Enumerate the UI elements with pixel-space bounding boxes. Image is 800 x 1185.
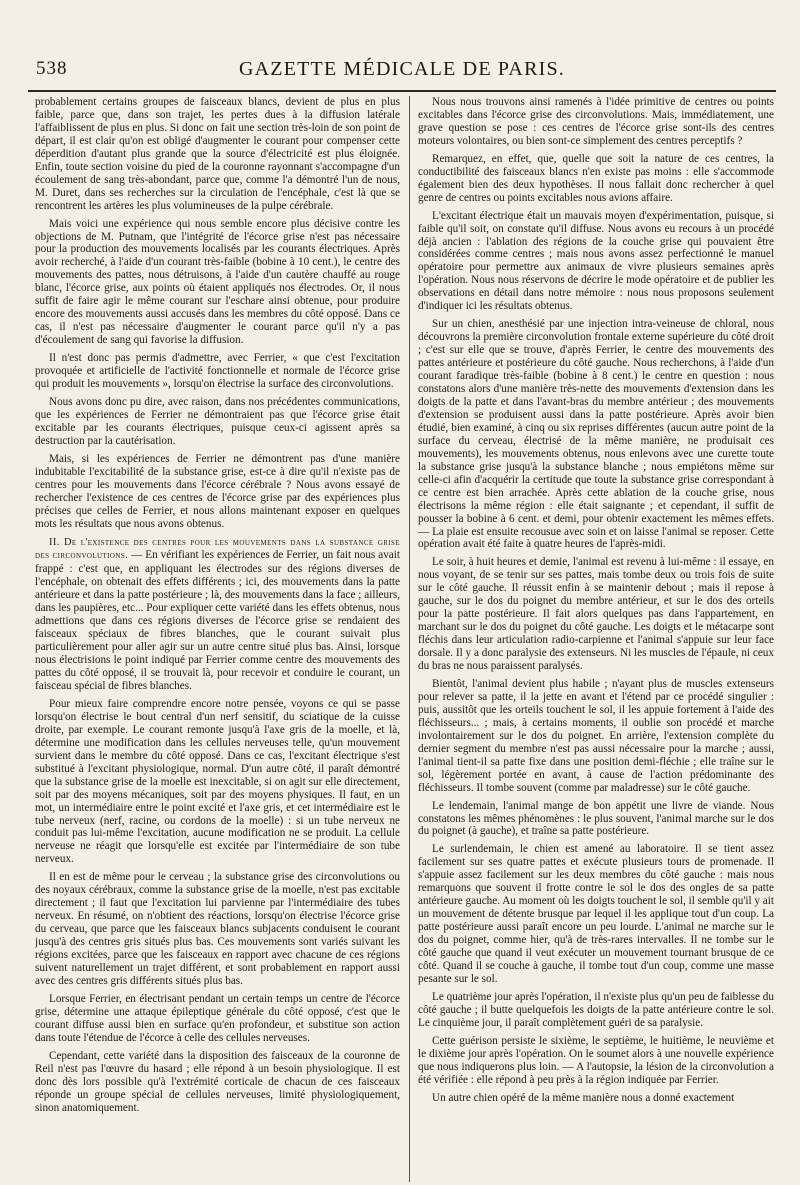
section-heading-paragraph	[35, 536, 400, 693]
paragraph: Le lendemain, l'animal mange de bon appétit une livre de viande. Nous constatons les mêmes phénomènes : le plus souvent, l'animal marche sur le dos du poignet (à gauche), et traîne sa patte postérieure.	[418, 799, 774, 838]
paragraph: Le soir, à huit heures et demie, l'animal est revenu à lui-même : il essaye, en nous voyant, de se tenir sur ses pattes, mais tombe deux ou trois fois de suite sur le côté gauche. Il réussit enfin à se maintenir debout ; mais il repose à gauche, sur le dos du poignet du membre antérieur, et sur le dos des orteils pour la patte postérieure. Il fait alors quelques pas dans l'appartement, en marchant sur le dos du poignet du côté gauche. Les doigts et le métacarpe sont fléchis dans leur articulation radio-carpienne et l'animal s'appuie sur leur face dorsale. Il y a donc paralysie des extenseurs. Ni les muscles de l'épaule, ni ceux du bras ne nous paraissent paralysés.	[418, 556, 774, 673]
paragraph: Cependant, cette variété dans la disposition des faisceaux de la couronne de Reil n'est pas l'œuvre du hasard ; elle répond à un besoin physiologique. Il est donc dès lors possible qu'à l'extrémité corticale de chacun de ces faisceaux réponde un groupe spécial de cellules nerveuses, limité physiologiquement, sinon anatomiquement.	[35, 1049, 400, 1114]
page-number: 538	[36, 58, 68, 79]
left-column	[35, 96, 400, 1182]
paragraph: Nous nous trouvons ainsi ramenés à l'idée primitive de centres ou points excitables dans l'écorce grise des circonvolutions. Mais, immédiatement, une grave question se pose : ces centres de l'écorce grise sont-ils des centres moteurs volontaires, ou bien sont-ce simplement des centres perceptifs ?	[418, 96, 774, 147]
paragraph: Lorsque Ferrier, en électrisant pendant un certain temps un centre de l'écorce grise, détermine une attaque épileptique générale du côté opposé, c'est que le courant diffuse aussi bien en surface qu'en profondeur, et substitue son action dans toute l'étendue de l'écorce à celle des cellules nerveuses.	[35, 992, 400, 1044]
right-column	[418, 96, 774, 1182]
paragraph: Il en est de même pour le cerveau ; la substance grise des circonvolutions ou des noyaux cérébraux, comme la substance grise de la moelle, n'est pas excitable directement ; il faut que l'excitation lui parvienne par l'intermédiaire des tubes nerveux. En résumé, on n'obtient des réactions, lorsqu'on électrise l'écorce grise du cerveau, que parce que les faisceaux blancs subjacents conduisent le courant jusqu'à des centres gris situés plus bas. Ces mouvements sont variés suivant les régions excitées, parce que les faisceaux en rapport avec chacune de ces régions suivent naturellement un trajet différent, et sont probablement en rapport aussi avec des centres gris différents situés plus bas.	[35, 871, 400, 987]
paragraph: Mais voici une expérience qui nous semble encore plus décisive contre les objections de M. Putnam, que l'intégrité de l'écorce grise n'est pas nécessaire pour la production des mouvements localisés par les courants électriques. Après avoir recherché, à l'aide d'un courant très-faible (bobine à 10 cent.), le centre des mouvements des pattes, nous détruisons, à l'aide d'un cautère chauffé au rouge blanc, l'écorce grise, aux points où étaient appliqués nos électrodes. Or, il nous suffit de faire agir le même courant sur l'eschare ainsi obtenue, pour produire encore des mouvements aussi accusés dans les membres du côté opposé. Dans ce cas, il n'est pas nécessaire d'augmenter le courant parce qu'il n'y a pas d'écoulement de sang qui favorise la diffusion.	[35, 217, 400, 347]
section-body-text: — En vérifiant les expériences de Ferrier, un fait nous avait frappé : c'est que, en appliquant les électrodes sur des régions diverses de l'encéphale, on obtenait des effets différents ; ici, des mouvements dans la patte antérieure et dans la patte postérieure ; là, des mouvements dans la face ; ailleurs, dans les paupières, etc... Pour expliquer cette variété dans les effets obtenus, nous admettions que dans ces régions diverses de l'écorce grise se rendaient des faisceaux spéciaux de fibres blanches, que le courant suivait plus particulièrement pour aller agir sur un autre centre situé plus bas. Ainsi, lorsque nous électrisions le point indiqué par Ferrier comme centre des mouvements des pattes du côté opposé, il se trouvait là, pour recevoir et conduire le courant, un faisceau spécial de fibres blanches.	[35, 549, 400, 692]
paragraph: Pour mieux faire comprendre encore notre pensée, voyons ce qui se passe lorsqu'on électrise le bout central d'un nerf sensitif, du sciatique de la cuisse droite, par exemple. Le courant remonte jusqu'à l'axe gris de la moelle, et là, détermine une modification dans les cellules nerveuses telle, qu'un mouvement survient dans le membre du côté opposé. Dans ce cas, l'excitant électrique s'est substitué à l'excitant physiologique, normal. D'un autre côté, il paraît démontré que la substance grise de la moelle est inexcitable, si on agit sur elle directement, soit par des moyens mécaniques, soit par des moyens physiques. Il faut, en un mot, un intermédiaire entre le point excité et l'axe gris, et cet intermédiaire est le tube nerveux (nerf, racine, ou cordons de la moelle) : si un tube nerveux ne conduit pas lui-même l'excitation, aucune modification ne se produit. La cellule nerveuse ne réagit que lorsqu'elle est excitée par l'intermédiaire de son tube nerveux.	[35, 697, 400, 866]
paragraph: Le quatrième jour après l'opération, il n'existe plus qu'un peu de faiblesse du côté gauche ; il butte quelquefois les doigts de la patte antérieure contre le sol. Le cinquième jour, il paraît complètement guéri de sa paralysie.	[418, 990, 774, 1029]
paragraph: Il n'est donc pas permis d'admettre, avec Ferrier, « que c'est l'excitation provoquée et artificielle de l'activité fonctionnelle et normale de l'écorce grise qui produit les mouvements », lorsqu'on électrise la surface des circonvolutions.	[35, 352, 400, 391]
paragraph: probablement certains groupes de faisceaux blancs, devient de plus en plus faible, parce que, dans son trajet, les pertes dues à la diffusion latérale l'affaiblissent de plus en plus. Si donc on fait une section très-loin de son point de départ, il est clair qu'on est obligé d'augmenter le courant pour compenser cette déperdition d'autant plus grande que la source d'électricité est plus éloignée. Enfin, toute section voisine du pied de la couronne rayonnant s'accompagne d'un écoulement de sang très-abondant, parce que, comme l'a démontré l'un de nous, M. Duret, dans ses recherches sur la circulation de l'encéphale, c'est là que se rencontrent les artères les plus volumineuses de la pulpe cérébrale.	[35, 96, 400, 212]
paragraph: Remarquez, en effet, que, quelle que soit la nature de ces centres, la conductibilité des faisceaux blancs n'en existe pas moins : elle s'accommode également bien des deux hypothèses. Il nous fallait donc rechercher à quel genre de centres ou points excitables nous avions affaire.	[418, 152, 774, 204]
paragraph: Nous avons donc pu dire, avec raison, dans nos précédentes communications, que les expériences de Ferrier ne démontraient pas que l'écorce grise était excitable par les courants électriques, puisque ceux-ci agissent après sa destruction par la cautérisation.	[35, 395, 400, 447]
header-rule	[28, 90, 776, 92]
paragraph: Bientôt, l'animal devient plus habile ; n'ayant plus de muscles extenseurs pour relever sa patte, il la jette en avant et l'étend par ce procédé singulier : puis, aussitôt que les orteils touchent le sol, il les appuie fortement à l'aide des fléchisseurs... ; mais, à certains moments, il oublie son procédé et marche involontairement sur le dos du poignet. En arrière, l'extension complète du dernier segment du membre n'est pas aussi nécessaire pour la marche ; aussi, l'animal tient-il sa patte fixe dans une position demi-fléchie ; elle traîne sur le sol, légèrement portée en avant, à cause de l'action prédominante des fléchisseurs. Il tombe souvent (comme par maladresse) sur le côté gauche.	[418, 677, 774, 794]
paragraph: Cette guérison persiste le sixième, le septième, le huitième, le neuvième et le dixième jour après l'opération. On le soumet alors à une nouvelle expérience que nous indiquerons plus loin. — A l'autopsie, la lésion de la circonvolution a été vérifiée : elle répond à peu près à la région indiquée par Ferrier.	[418, 1034, 774, 1086]
section-heading: II. De l'existence des centres pour les mouvements dans la substance grise des circonvolutions.	[35, 536, 400, 562]
paragraph: L'excitant électrique était un mauvais moyen d'expérimentation, puisque, si faible qu'il soit, on constate qu'il diffuse. Nous avons eu recours à un procédé déjà ancien : l'ablation des régions de la couche grise qui pouvaient être considérées comme centres ; mais nous avons assez perfectionné le manuel opératoire pour permettre aux animaux de vivre plusieurs semaines après l'opération. Nous nous réservons de décrire le mode opératoire et de publier les observations en détail dans notre mémoire : nous nous proposons seulement d'indiquer ici les résultats obtenus.	[418, 209, 774, 313]
paragraph: Mais, si les expériences de Ferrier ne démontrent pas d'une manière indubitable l'excitabilité de la substance grise, est-ce à dire qu'il n'existe pas de centres pour les mouvements dans l'écorce cérébrale ? Nous avons essayé de rechercher l'existence de ces centres de l'écorce grise par des expériences plus précises que celles de Ferrier, et nous allons maintenant exposer en quelques mots les résultats que nous avons obtenus.	[35, 452, 400, 530]
paragraph: Sur un chien, anesthésié par une injection intra-veineuse de chloral, nous découvrons la première circonvolution frontale externe supérieure du côté droit ; c'est sur elle que se trouve, d'après Ferrier, le centre des mouvements des pattes antérieure et postérieure du côté gauche. Nous recherchons, à l'aide d'un courant faradique très-faible (bobine à 8 cent.) le centre en question : nous constatons alors d'une manière très-nette des mouvements d'extension dans les doigts de la patte et dans l'avant-bras du membre antérieur ; des mouvements d'extension se produisent aussi dans la patte postérieure. Après avoir bien étudié, bien examiné, à cinq ou six reprises différentes (aucun autre point de la surface du cerveau, électrisé de la même manière, ne produisait ces mouvements), les mouvements obtenus, nous enlevons avec une curette toute la substance grise jusqu'à la substance blanche ; nous empiétons même sur celle-ci afin d'acquérir la certitude que toute la substance grise correspondant à ce centre est bien arrachée. Après cette ablation de la couche grise, nous électrisons la même région : elle était saignante ; et cependant, il suffit de pousser la bobine à 6 cent. et demi, pour obtenir exactement les mêmes effets. — La plaie est ensuite recousue avec soin et on laisse l'animal se reposer. Cette opération avait été faite à quatre heures de l'après-midi.	[418, 318, 774, 551]
column-divider	[409, 96, 410, 1182]
running-head	[28, 48, 776, 82]
paragraph: Le surlendemain, le chien est amené au laboratoire. Il se tient assez facilement sur ses quatre pattes et exécute plusieurs tours de promenade. Il s'appuie assez facilement sur les deux membres du côté gauche : mais nous remarquons que souvent il frotte contre le sol le dos des ongles de sa patte antérieure gauche. Au moment où les doigts touchent le sol, il semble qu'il y ait un mouvement de détente brusque par lequel il les applique tout d'un coup. La patte postérieure aussi paraît encore un peu lourde. L'animal ne marche sur le dos du poignet, comme hier, qu'à de très-rares intervalles. Il ne tombe sur le côté gauche que quand il veut exécuter un mouvement tournant brusque de ce côté. Quand il se couche à gauche, il tombe tout d'un coup, comme une masse pesante sur le sol.	[418, 843, 774, 985]
journal-title: GAZETTE MÉDICALE DE PARIS.	[238, 58, 565, 80]
paragraph: Un autre chien opéré de la même manière nous a donné exactement	[432, 1091, 735, 1104]
